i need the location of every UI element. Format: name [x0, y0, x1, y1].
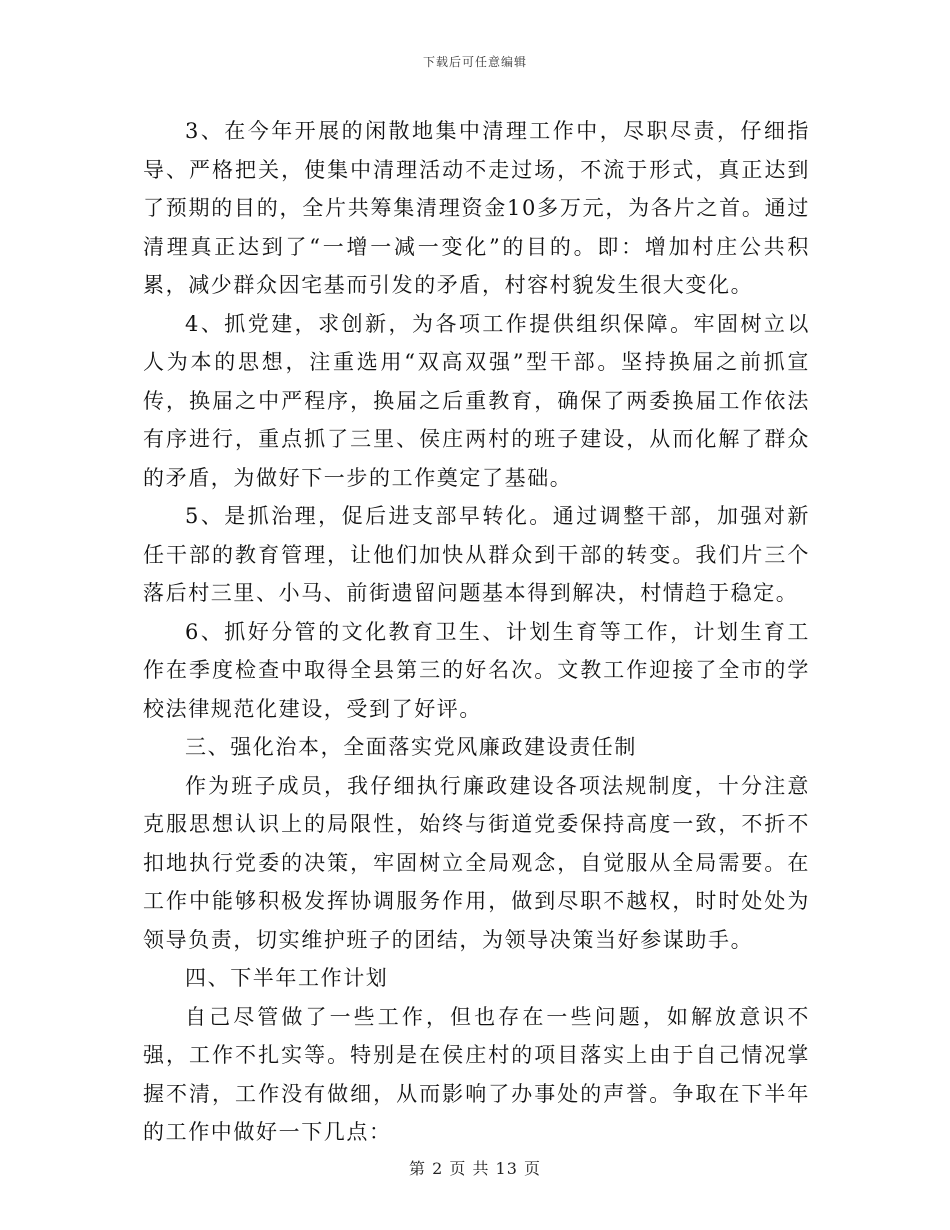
- paragraph-item-5: 5、是抓治理，促后进支部早转化。通过调整干部，加强对新任干部的教育管理，让他们加快从群众到干部的转变。我们片三个落后村三里、小马、前街遗留问题基本得到解决，村情趋于稳定。: [143, 504, 810, 605]
- section-heading-4: 四、下半年工作计划: [185, 966, 389, 990]
- paragraph-item-3: 3、在今年开展的闲散地集中清理工作中，尽职尽责，仔细指导、严格把关，使集中清理活动不走过场，不流于形式，真正达到了预期的目的，全片共筹集清理资金10多万元，为各片之首。通过清理真正达到了“一增一减一变化”的目的。即：增加村庄公共积累，减少群众因宅基而引发的矛盾，村容村貌发生很大变化。: [143, 119, 810, 297]
- document-body: [143, 112, 810, 1152]
- page-footer: 第 2 页 共 13 页: [409, 1159, 541, 1178]
- paragraph-item-4: 4、抓党建，求创新，为各项工作提供组织保障。牢固树立以人为本的思想，注重选用“双高双强”型干部。坚持换届之前抓宣传，换届之中严程序，换届之后重教育，确保了两委换届工作依法有序进行，重点抓了三里、侯庄两村的班子建设，从而化解了群众的矛盾，为做好下一步的工作奠定了基础。: [143, 311, 810, 490]
- section-heading-3: 三、强化治本，全面落实党风廉政建设责任制: [185, 735, 637, 759]
- page-header: 下载后可任意编辑: [422, 55, 527, 69]
- paragraph-item-6: 6、抓好分管的文化教育卫生、计划生育等工作，计划生育工作在季度检查中取得全县第三的好名次。文教工作迎接了全市的学校法律规范化建设，受到了好评。: [143, 619, 810, 721]
- paragraph-plan: 自己尽管做了一些工作，但也存在一些问题，如解放意识不强，工作不扎实等。特别是在侯庄村的项目落实上由于自己情况掌握不清，工作没有做细，从而影响了办事处的声誉。争取在下半年的工作中做好一下几点：: [143, 1004, 810, 1144]
- paragraph-integrity: 作为班子成员，我仔细执行廉政建设各项法规制度，十分注意克服思想认识上的局限性，始终与街道党委保持高度一致，不折不扣地执行党委的决策，牢固树立全局观念，自觉服从全局需要。在工作中能够积极发挥协调服务作用，做到尽职不越权，时时处处为领导负责，切实维护班子的团结，为领导决策当好参谋助手。: [143, 773, 810, 952]
